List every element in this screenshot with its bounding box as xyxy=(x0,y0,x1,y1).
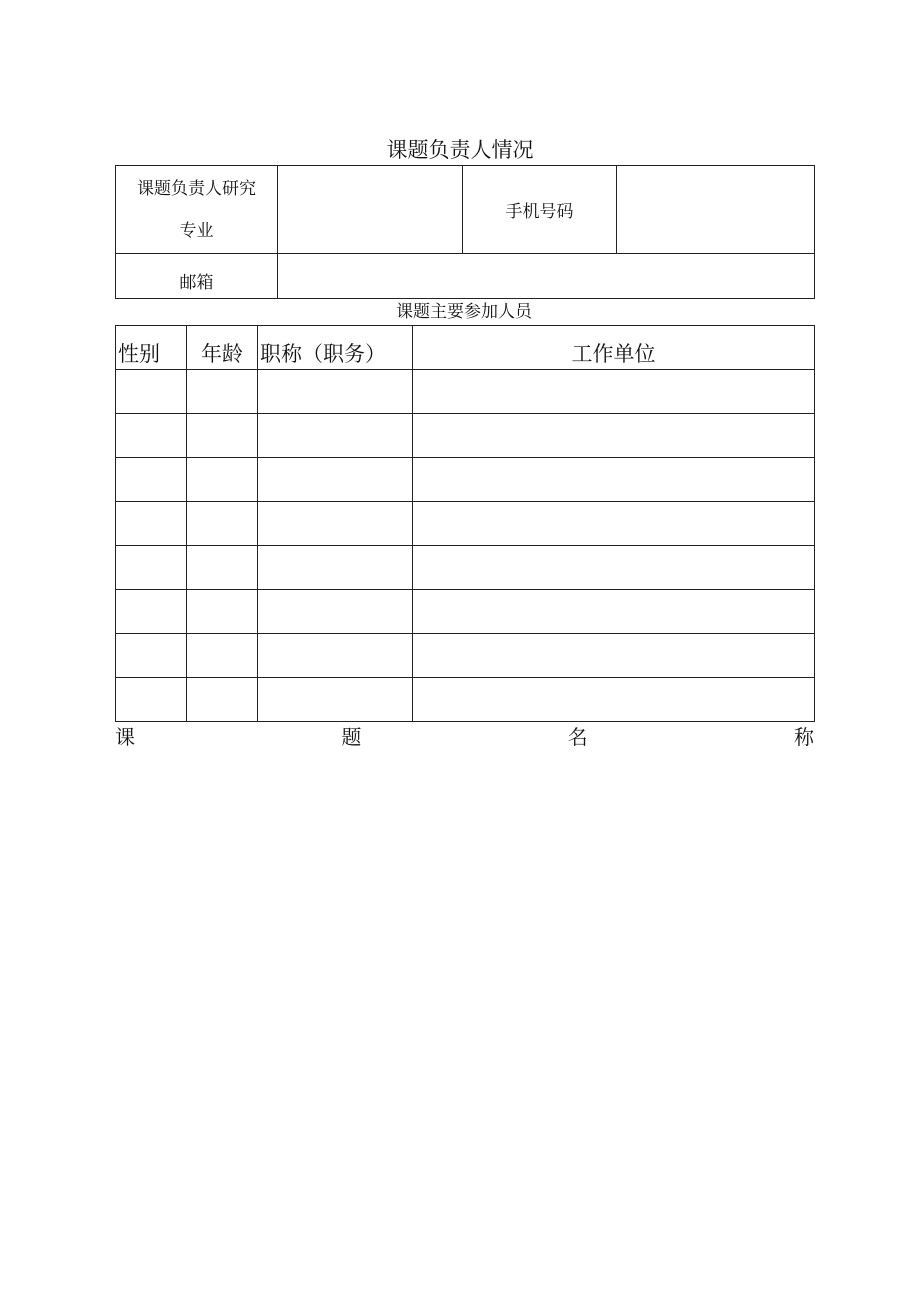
topic-name-char: 课 xyxy=(115,725,135,749)
age-cell[interactable] xyxy=(187,590,258,634)
header-age: 年龄 xyxy=(187,326,258,370)
email-value[interactable] xyxy=(278,254,815,299)
gender-cell[interactable] xyxy=(116,590,187,634)
members-section-title: 课题主要参加人员 xyxy=(396,302,532,322)
table-row xyxy=(116,458,815,502)
work-unit-cell[interactable] xyxy=(413,590,815,634)
table-row xyxy=(116,590,815,634)
topic-name-label xyxy=(115,724,814,750)
topic-name-char: 称 xyxy=(793,725,814,749)
work-unit-cell[interactable] xyxy=(413,634,815,678)
gender-cell[interactable] xyxy=(116,502,187,546)
title-cell[interactable] xyxy=(258,634,413,678)
email-label: 邮箱 xyxy=(116,254,278,299)
topic-name-char: 名 xyxy=(567,725,588,749)
research-major-label-line1: 课题负责人研究 xyxy=(137,178,256,199)
table-row xyxy=(116,546,815,590)
header-gender: 性别 xyxy=(116,326,187,370)
table-row xyxy=(116,502,815,546)
gender-cell[interactable] xyxy=(116,678,187,722)
table-row xyxy=(116,370,815,414)
age-cell[interactable] xyxy=(187,546,258,590)
table-row xyxy=(116,634,815,678)
work-unit-cell[interactable] xyxy=(413,370,815,414)
title-cell[interactable] xyxy=(258,414,413,458)
gender-cell[interactable] xyxy=(116,370,187,414)
table-row xyxy=(116,414,815,458)
research-major-label-line2: 专业 xyxy=(179,220,214,241)
table-row xyxy=(116,678,815,722)
age-cell[interactable] xyxy=(187,634,258,678)
work-unit-cell[interactable] xyxy=(413,502,815,546)
title-cell[interactable] xyxy=(258,546,413,590)
phone-label: 手机号码 xyxy=(463,166,617,254)
members-table xyxy=(115,325,815,722)
topic-name-char: 题 xyxy=(341,725,362,749)
leader-info-table xyxy=(115,165,815,299)
work-unit-cell[interactable] xyxy=(413,458,815,502)
age-cell[interactable] xyxy=(187,678,258,722)
members-header-row xyxy=(116,326,815,370)
research-major-value[interactable] xyxy=(278,166,463,254)
age-cell[interactable] xyxy=(187,458,258,502)
title-cell[interactable] xyxy=(258,678,413,722)
phone-value[interactable] xyxy=(617,166,815,254)
page-title: 课题负责人情况 xyxy=(386,138,534,162)
work-unit-cell[interactable] xyxy=(413,546,815,590)
title-cell[interactable] xyxy=(258,370,413,414)
header-work-unit: 工作单位 xyxy=(413,326,815,370)
title-cell[interactable] xyxy=(258,502,413,546)
age-cell[interactable] xyxy=(187,414,258,458)
title-cell[interactable] xyxy=(258,458,413,502)
gender-cell[interactable] xyxy=(116,634,187,678)
header-title-position: 职称（职务） xyxy=(258,326,413,370)
research-major-label xyxy=(116,166,278,254)
leader-row-email xyxy=(116,254,815,299)
work-unit-cell[interactable] xyxy=(413,414,815,458)
gender-cell[interactable] xyxy=(116,458,187,502)
leader-row-major xyxy=(116,166,815,254)
title-cell[interactable] xyxy=(258,590,413,634)
gender-cell[interactable] xyxy=(116,546,187,590)
gender-cell[interactable] xyxy=(116,414,187,458)
work-unit-cell[interactable] xyxy=(413,678,815,722)
age-cell[interactable] xyxy=(187,370,258,414)
age-cell[interactable] xyxy=(187,502,258,546)
